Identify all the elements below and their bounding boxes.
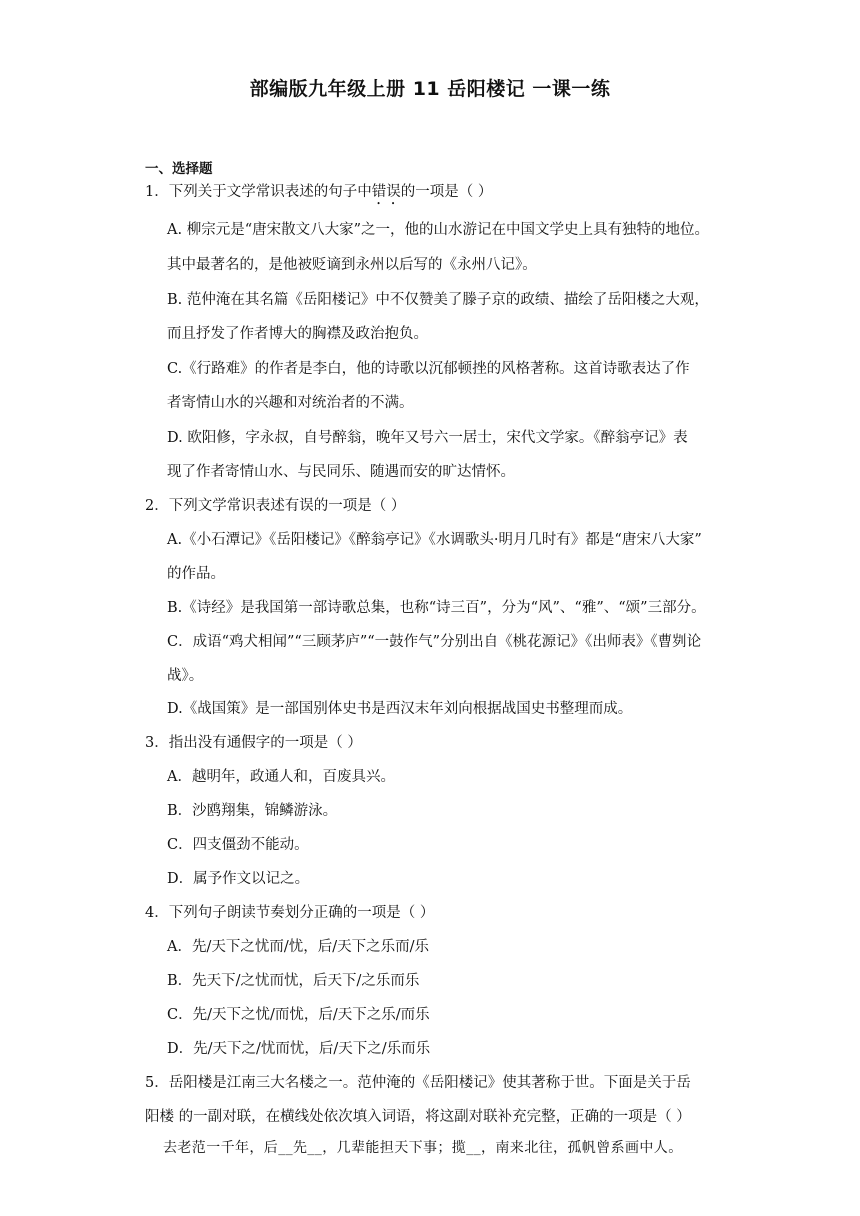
question-3-stem: 3．指出没有通假字的一项是（ ） (145, 735, 362, 751)
section-heading: 一、选择题 (145, 161, 213, 177)
question-5-couplet: 去老范一千年，后__先__，几辈能担天下事；揽__，南来北往，孤帆曾系画中人。 (163, 1140, 683, 1156)
question-2-option-c-line1: C．成语“鸡犬相闻”“三顾茅庐”“一鼓作气”分别出自《桃花源记》《出师表》《曹刿论 (167, 634, 702, 650)
question-4-option-c: C．先/天下之忧/而忧，后/天下之乐/而乐 (167, 1007, 430, 1023)
question-5-stem-line1: 5．岳阳楼是江南三大名楼之一。范仲淹的《岳阳楼记》使其著称于世。下面是关于岳 (145, 1075, 691, 1091)
question-2-option-b: B.《诗经》是我国第一部诗歌总集，也称“诗三百”，分为“风”、“雅”、“颂”三部分。 (167, 600, 706, 616)
page-title: 部编版九年级上册 11 岳阳楼记 一课一练 (249, 78, 611, 100)
question-1-option-a-line1: A. 柳宗元是“唐宋散文八大家”之一，他的山水游记在中国文学史上具有独特的地位。 (167, 222, 710, 238)
question-3-option-c: C．四支僵劲不能动。 (167, 837, 309, 853)
question-1-option-d-line1: D. 欧阳修，字永叔，自号醉翁，晚年又号六一居士，宋代文学家。《醉翁亭记》表 (167, 430, 688, 446)
question-1-stem (145, 180, 492, 208)
question-1-option-a-line2: 其中最著名的，是他被贬谪到永州以后写的《永州八记》。 (167, 257, 537, 273)
question-4-option-b: B．先天下/之忧而忧，后天下/之乐而乐 (167, 973, 420, 989)
question-1-option-b-line2: 而且抒发了作者博大的胸襟及政治抱负。 (167, 326, 428, 342)
question-1-option-c-line2: 者寄情山水的兴趣和对统治者的不满。 (167, 395, 414, 411)
question-3-option-a: A．越明年，政通人和，百废具兴。 (167, 769, 395, 785)
question-1-option-c-line1: C.《行路难》的作者是李白，他的诗歌以沉郁顿挫的风格著称。这首诗歌表达了作 (167, 361, 690, 377)
question-4-option-a: A．先/天下之忧而/忧，后/天下之乐而/乐 (167, 939, 430, 955)
question-2-option-a-line2: 的作品。 (167, 566, 225, 582)
question-1-option-b-line1: B. 范仲淹在其名篇《岳阳楼记》中不仅赞美了滕子京的政绩、描绘了岳阳楼之大观， (167, 292, 709, 308)
question-3-option-d: D．属予作文以记之。 (167, 871, 310, 887)
question-2-option-c-line2: 战》。 (167, 668, 204, 684)
question-3-option-b: B．沙鸥翔集，锦鳞游泳。 (167, 803, 338, 819)
question-1-stem-pre: 1．下列关于文学常识表述的句子中 (145, 184, 372, 200)
question-1-option-d-line2: 现了作者寄情山水、与民同乐、随遇而安的旷达情怀。 (167, 464, 515, 480)
question-1-stem-post: 的一项是（ ） (400, 184, 493, 200)
question-2-option-a-line1: A.《小石潭记》《岳阳楼记》《醉翁亭记》《水调歌头·明月几时有》都是“唐宋八大家” (167, 532, 702, 548)
question-2-option-d: D.《战国策》是一部国别体史书是西汉末年刘向根据战国史书整理而成。 (167, 701, 633, 717)
question-2-stem: 2．下列文学常识表述有误的一项是（ ） (145, 498, 406, 514)
question-5-stem-line2: 阳楼 的一副对联，在横线处依次填入词语，将这副对联补充完整，正确的一项是（ ） (145, 1109, 691, 1125)
question-4-stem: 4．下列句子朗读节奏划分正确的一项是（ ） (145, 905, 435, 921)
question-4-option-d: D．先/天下之/忧而忧，后/天下之/乐而乐 (167, 1041, 431, 1057)
question-1-emphasis: 错误 (371, 184, 401, 200)
